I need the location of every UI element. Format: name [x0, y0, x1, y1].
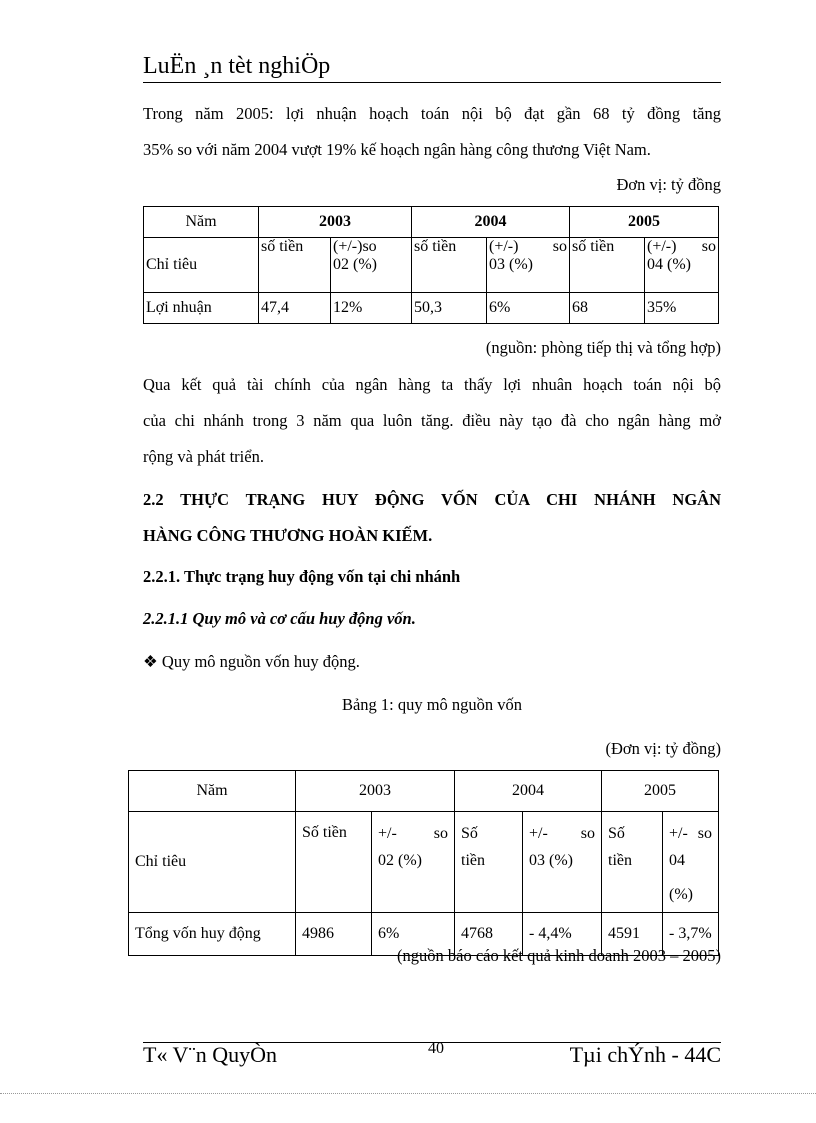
table2-amount-word-2: tiền — [608, 852, 632, 869]
table1-amount-header: số tiền — [412, 238, 487, 293]
table1-change-header-04-sign: (+/-) — [647, 238, 677, 255]
table2-change-so: so — [580, 825, 595, 842]
subsubsection-heading: 2.2.1.1 Quy mô và cơ cấu huy động vốn. — [143, 609, 416, 628]
table2-year-2004: 2004 — [455, 771, 602, 812]
table2-change-pct: 04 (%) — [669, 852, 693, 903]
paragraph-result-line1: Qua kết quả tài chính của ngân hàng ta thấy lợi nhuân hoạch toán nội bộ — [143, 375, 721, 394]
table1-cell: 6% — [487, 293, 570, 324]
table2-cell: - 3,7% — [663, 913, 719, 956]
table1-change-header-02 — [331, 238, 412, 293]
table1-change-header-04-so: so — [701, 238, 716, 255]
source-note-2: (nguồn báo cáo kết quả kinh doanh 2003 – 2005) — [397, 946, 721, 965]
table2-change-pct: 02 (%) — [378, 852, 422, 869]
page-bottom-divider — [0, 1093, 816, 1094]
table1-change-header-03-bottom: 03 (%) — [489, 256, 533, 273]
table1-change-header-04-bottom: 04 (%) — [647, 256, 691, 273]
table1-cell: 35% — [645, 293, 719, 324]
table2-row-label: Tổng vốn huy động — [129, 913, 296, 956]
table2-amount-header — [455, 812, 523, 913]
table2-cell: 4591 — [602, 913, 663, 956]
bullet-text: Quy mô nguồn vốn huy động. — [161, 652, 360, 671]
table1-row-label: Lợi nhuận — [144, 293, 259, 324]
table1-change-header-04 — [645, 238, 719, 293]
table2-change-pct: 03 (%) — [529, 852, 573, 869]
table1-corner-year: Năm — [144, 207, 259, 238]
table2-change-sign: +/- — [378, 825, 397, 842]
paragraph-profit-line1: Trong năm 2005: lợi nhuận hoạch toán nội bộ đạt gần 68 tỷ đồng tăng — [143, 104, 721, 123]
table-row — [144, 293, 719, 324]
table2-cell: 4768 — [455, 913, 523, 956]
table1-change-header-02-top: (+/-)so — [333, 238, 377, 255]
unit-label-1: Đơn vị: tỷ đồng — [616, 175, 721, 194]
paragraph-profit-line2: 35% so với năm 2004 vượt 19% kế hoạch ngân hàng công thương Việt Nam. — [143, 140, 651, 159]
table2-cell: - 4,4% — [523, 913, 602, 956]
table2-change-header-02 — [372, 812, 455, 913]
table1-year-2004: 2004 — [412, 207, 570, 238]
subsection-heading: 2.2.1. Thực trạng huy động vốn tại chi nhánh — [143, 567, 461, 586]
table2-amount-header — [602, 812, 663, 913]
table2-change-so: so — [433, 825, 448, 842]
table1-change-header-02-bottom: 02 (%) — [333, 256, 377, 273]
table2-amount-word-1: Số — [608, 825, 625, 842]
footer-author: T« V¨n QuyÒn — [143, 1042, 278, 1067]
table2-corner-indicator: Chỉ tiêu — [129, 812, 296, 913]
table2-change-so: so — [697, 825, 712, 842]
table2-change-sign: +/- — [669, 825, 688, 842]
source-note-1: (nguồn: phòng tiếp thị và tổng hợp) — [485, 338, 721, 357]
table1-corner-indicator: Chỉ tiêu — [144, 238, 259, 293]
table2-corner-year: Năm — [129, 771, 296, 812]
table1-change-header-03-so: so — [552, 238, 567, 255]
section-heading-line2: HÀNG CÔNG THƯƠNG HOÀN KIẾM. — [143, 526, 433, 545]
table2-amount-word-2: tiền — [461, 852, 485, 869]
table1-amount-header: số tiền — [259, 238, 331, 293]
table1-year-2003: 2003 — [259, 207, 412, 238]
table1-cell: 12% — [331, 293, 412, 324]
table2-caption: Bảng 1: quy mô nguồn vốn — [341, 695, 523, 714]
table1-cell: 68 — [570, 293, 645, 324]
unit-label-2: (Đơn vị: tỷ đồng) — [605, 739, 721, 758]
table2-change-sign: +/- — [529, 825, 548, 842]
table2-amount-word-1: Số — [461, 825, 478, 842]
paragraph-result-line3: rộng và phát triển. — [143, 447, 264, 466]
paragraph-result-line2: của chi nhánh trong 3 năm qua luôn tăng. điều này tạo đà cho ngân hàng mở — [143, 411, 721, 430]
footer-class: Tµi chÝnh - 44C — [569, 1042, 721, 1067]
table1-cell: 50,3 — [412, 293, 487, 324]
capital-table — [128, 770, 719, 956]
section-heading-line1: 2.2 THỰC TRẠNG HUY ĐỘNG VỐN CỦA CHI NHÁNH NGÂN — [143, 490, 721, 509]
table2-year-2005: 2005 — [602, 771, 719, 812]
table1-change-header-03 — [487, 238, 570, 293]
table2-amount-header: Số tiền — [296, 812, 372, 913]
table2-change-header-03 — [523, 812, 602, 913]
page-number: 40 — [428, 1040, 444, 1057]
table2-change-header-04 — [663, 812, 719, 913]
table1-change-header-03-sign: (+/-) — [489, 238, 519, 255]
table2-cell: 6% — [372, 913, 455, 956]
table2-year-2003: 2003 — [296, 771, 455, 812]
table2-cell: 4986 — [296, 913, 372, 956]
running-header: LuËn ¸n tèt nghiÖp — [143, 50, 721, 83]
table1-cell: 47,4 — [259, 293, 331, 324]
profit-table — [143, 206, 719, 324]
bullet-diamond-icon: ❖ — [143, 652, 158, 671]
table1-year-2005: 2005 — [570, 207, 719, 238]
bullet-item — [143, 651, 721, 673]
table1-amount-header: số tiền — [570, 238, 645, 293]
